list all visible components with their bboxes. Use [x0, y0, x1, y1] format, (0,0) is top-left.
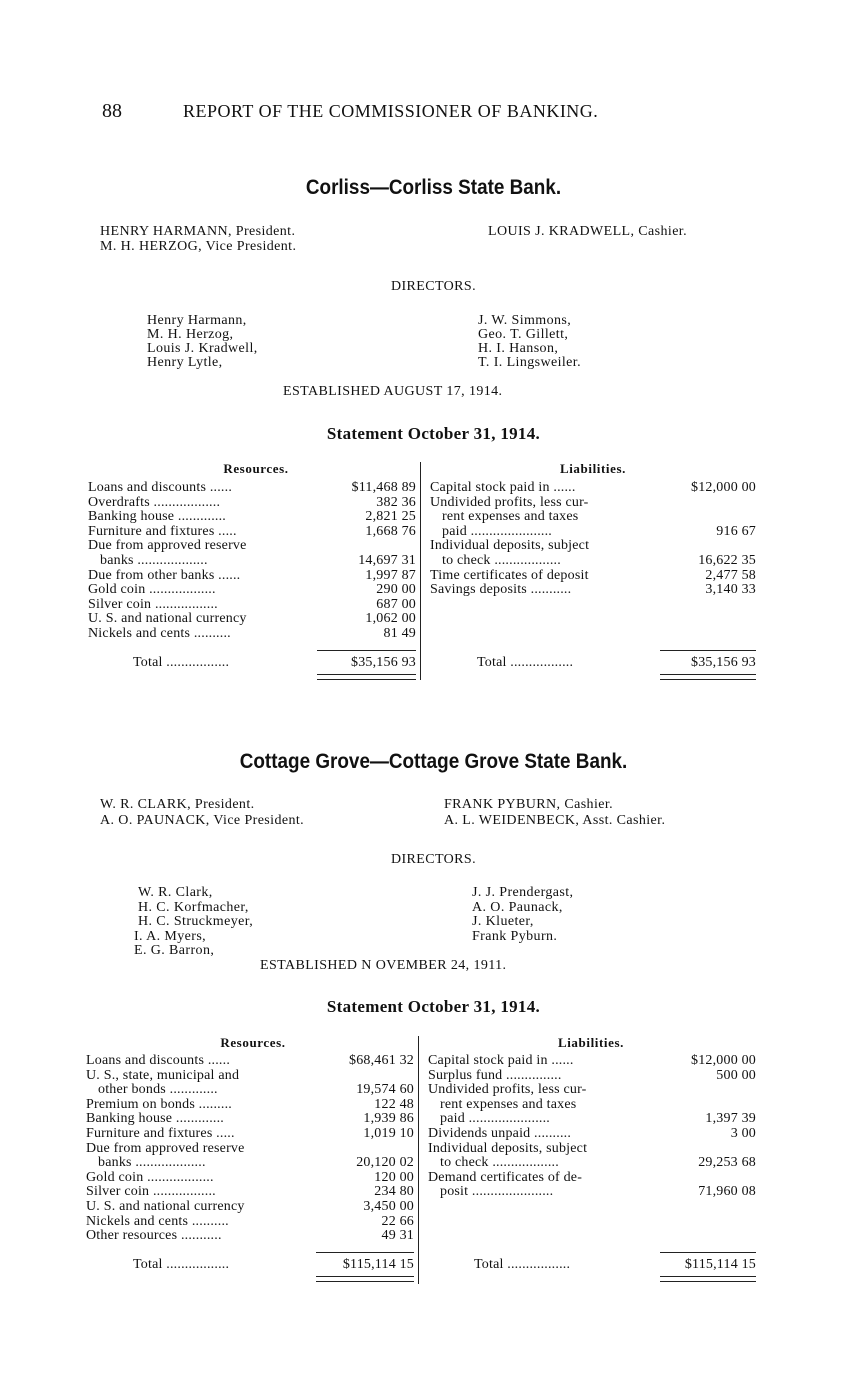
line-item-label: Due from approved reserve: [88, 538, 247, 554]
bank-title: Corliss—Corliss State Bank.: [305, 176, 562, 199]
column-divider: [418, 1036, 419, 1284]
resources-heading: Resources.: [223, 461, 289, 476]
line-item-label: Due from approved reserve: [86, 1140, 245, 1156]
line-item-label: Silver coin .................: [88, 596, 218, 612]
line-item-amount: 120 00: [374, 1169, 414, 1185]
line-item-label: to check ..................: [442, 553, 561, 568]
director-name: H. C. Korfmacher,: [138, 900, 249, 915]
rule-line: [317, 650, 416, 651]
line-item-amount: 1,397 39: [705, 1111, 756, 1127]
officer-vice-president: A. O. PAUNACK, Vice President.: [100, 813, 305, 828]
line-item-label: Capital stock paid in ......: [430, 480, 576, 495]
line-item-label: Undivided profits, less cur-: [428, 1082, 587, 1098]
line-item-label: U. S., state, municipal and: [86, 1067, 240, 1083]
line-item-amount: 1,062 00: [365, 611, 416, 627]
page-number: 88: [102, 100, 122, 122]
line-item-label: banks ...................: [98, 1155, 206, 1171]
resources-total-amount: $35,156 93: [351, 655, 416, 670]
resources-total-label: Total .................: [133, 1257, 230, 1272]
line-item-amount: 122 48: [374, 1096, 414, 1112]
line-item-amount: $12,000 00: [691, 1053, 756, 1068]
director-name: A. O. Paunack,: [472, 900, 563, 915]
line-item-amount: 81 49: [383, 626, 416, 641]
line-item-amount: $68,461 32: [349, 1053, 414, 1068]
officer-president: HENRY HARMANN, President.: [100, 224, 296, 239]
line-item-amount: 3 00: [730, 1126, 756, 1141]
director-name: J. J. Prendergast,: [472, 885, 574, 900]
line-item-amount: 3,450 00: [363, 1199, 414, 1214]
liabilities-total-amount: $115,114 15: [684, 1257, 756, 1272]
bank-title: Cottage Grove—Cottage Grove State Bank.: [239, 750, 628, 773]
director-name: I. A. Myers,: [134, 929, 207, 944]
director-name: W. R. Clark,: [138, 885, 213, 900]
line-item-label: Furniture and fixtures .....: [86, 1126, 235, 1141]
director-name: H. I. Hanson,: [478, 341, 559, 356]
line-item-label: U. S. and national currency: [88, 611, 247, 627]
double-rule: [660, 674, 756, 680]
director-name: J. Klueter,: [472, 914, 534, 929]
line-item-label: Time certificates of deposit: [430, 567, 589, 583]
line-item-label: Premium on bonds .........: [86, 1096, 232, 1112]
line-item-label: Individual deposits, subject: [430, 538, 590, 554]
line-item-amount: $12,000 00: [691, 480, 756, 495]
line-item-amount: 500 00: [716, 1067, 756, 1083]
line-item-amount: 71,960 08: [698, 1184, 756, 1200]
established-date: ESTABLISHED N OVEMBER 24, 1911.: [260, 958, 507, 973]
line-item-amount: 234 80: [374, 1184, 414, 1200]
director-name: Frank Pyburn.: [472, 929, 558, 944]
line-item-label: Capital stock paid in ......: [428, 1053, 574, 1068]
director-name: M. H. Herzog,: [147, 327, 234, 342]
resources-heading: Resources.: [220, 1035, 286, 1050]
line-item-amount: 19,574 60: [356, 1082, 414, 1098]
line-item-amount: $11,468 89: [351, 480, 416, 495]
line-item-amount: 14,697 31: [358, 553, 416, 568]
line-item-label: Silver coin .................: [86, 1184, 216, 1200]
line-item-label: Gold coin ..................: [86, 1169, 214, 1185]
line-item-label: rent expenses and taxes: [442, 509, 579, 525]
line-item-label: Dividends unpaid ..........: [428, 1126, 572, 1141]
line-item-amount: 2,821 25: [365, 509, 416, 525]
line-item-amount: 3,140 33: [705, 582, 756, 598]
line-item-label: Overdrafts ..................: [88, 494, 221, 510]
line-item-amount: 1,019 10: [363, 1126, 414, 1141]
line-item-amount: 687 00: [376, 596, 416, 612]
line-item-label: paid ......................: [440, 1111, 551, 1127]
line-item-amount: 29,253 68: [698, 1155, 756, 1171]
director-name: Louis J. Kradwell,: [147, 341, 258, 356]
director-name: T. I. Lingsweiler.: [478, 355, 581, 370]
director-name: H. C. Struckmeyer,: [138, 914, 254, 929]
statement-heading: Statement October 31, 1914.: [326, 997, 541, 1016]
line-item-amount: 290 00: [376, 582, 416, 598]
line-item-label: Furniture and fixtures .....: [88, 523, 237, 539]
line-item-label: Gold coin ..................: [88, 582, 216, 598]
rule-line: [316, 1252, 414, 1253]
line-item-amount: 49 31: [381, 1228, 414, 1244]
line-item-label: Banking house .............: [88, 509, 227, 525]
double-rule: [660, 1276, 756, 1282]
rule-line: [660, 650, 756, 651]
statement-heading: Statement October 31, 1914.: [326, 424, 541, 443]
director-name: J. W. Simmons,: [478, 313, 572, 328]
line-item-label: other bonds .............: [98, 1082, 218, 1098]
resources-total-label: Total .................: [133, 655, 230, 670]
line-item-amount: 382 36: [376, 494, 416, 510]
line-item-amount: 16,622 35: [698, 553, 756, 568]
line-item-amount: 20,120 02: [356, 1155, 414, 1171]
liabilities-total-label: Total .................: [474, 1257, 571, 1272]
directors-heading: DIRECTORS.: [390, 852, 477, 867]
line-item-label: Nickels and cents ..........: [86, 1213, 229, 1229]
line-item-label: Loans and discounts ......: [86, 1053, 231, 1068]
established-date: ESTABLISHED AUGUST 17, 1914.: [283, 384, 503, 399]
liabilities-total-label: Total .................: [477, 655, 574, 670]
line-item-label: Due from other banks ......: [88, 567, 241, 583]
officer-vice-president: M. H. HERZOG, Vice President.: [100, 239, 297, 254]
director-name: Geo. T. Gillett,: [478, 327, 569, 342]
line-item-label: Banking house .............: [86, 1111, 225, 1127]
rule-line: [660, 1252, 756, 1253]
double-rule: [317, 674, 416, 680]
line-item-label: to check ..................: [440, 1155, 559, 1171]
line-item-label: Loans and discounts ......: [88, 480, 233, 495]
line-item-amount: 22 66: [381, 1213, 414, 1229]
resources-total-amount: $115,114 15: [342, 1257, 414, 1272]
line-item-label: posit ......................: [440, 1184, 554, 1200]
director-name: Henry Harmann,: [147, 313, 247, 328]
officer-cashier: LOUIS J. KRADWELL, Cashier.: [488, 224, 688, 239]
line-item-amount: 1,997 87: [365, 567, 416, 583]
line-item-label: Other resources ...........: [86, 1228, 222, 1244]
liabilities-heading: Liabilities.: [559, 461, 627, 476]
director-name: Henry Lytle,: [147, 355, 223, 370]
line-item-amount: 2,477 58: [705, 567, 756, 583]
line-item-label: U. S. and national currency: [86, 1199, 245, 1214]
line-item-label: paid ......................: [442, 523, 553, 539]
line-item-label: rent expenses and taxes: [440, 1096, 577, 1112]
line-item-label: banks ...................: [100, 553, 208, 568]
line-item-label: Nickels and cents ..........: [88, 626, 231, 641]
officer-cashier: FRANK PYBURN, Cashier.: [444, 797, 614, 812]
line-item-label: Undivided profits, less cur-: [430, 494, 589, 510]
double-rule: [316, 1276, 414, 1282]
liabilities-total-amount: $35,156 93: [691, 655, 756, 670]
line-item-amount: 916 67: [716, 523, 756, 539]
officer-president: W. R. CLARK, President.: [100, 797, 255, 812]
line-item-amount: 1,939 86: [363, 1111, 414, 1127]
officer-asst-cashier: A. L. WEIDENBECK, Asst. Cashier.: [444, 813, 666, 828]
line-item-label: Individual deposits, subject: [428, 1140, 588, 1156]
column-divider: [420, 462, 421, 680]
line-item-label: Demand certificates of de-: [428, 1169, 583, 1185]
line-item-amount: 1,668 76: [365, 523, 416, 539]
liabilities-heading: Liabilities.: [557, 1035, 625, 1050]
director-name: E. G. Barron,: [134, 943, 215, 958]
line-item-label: Surplus fund ...............: [428, 1067, 562, 1083]
line-item-label: Savings deposits ...........: [430, 582, 572, 598]
report-title: REPORT OF THE COMMISSIONER OF BANKING.: [183, 101, 599, 121]
directors-heading: DIRECTORS.: [390, 279, 477, 294]
